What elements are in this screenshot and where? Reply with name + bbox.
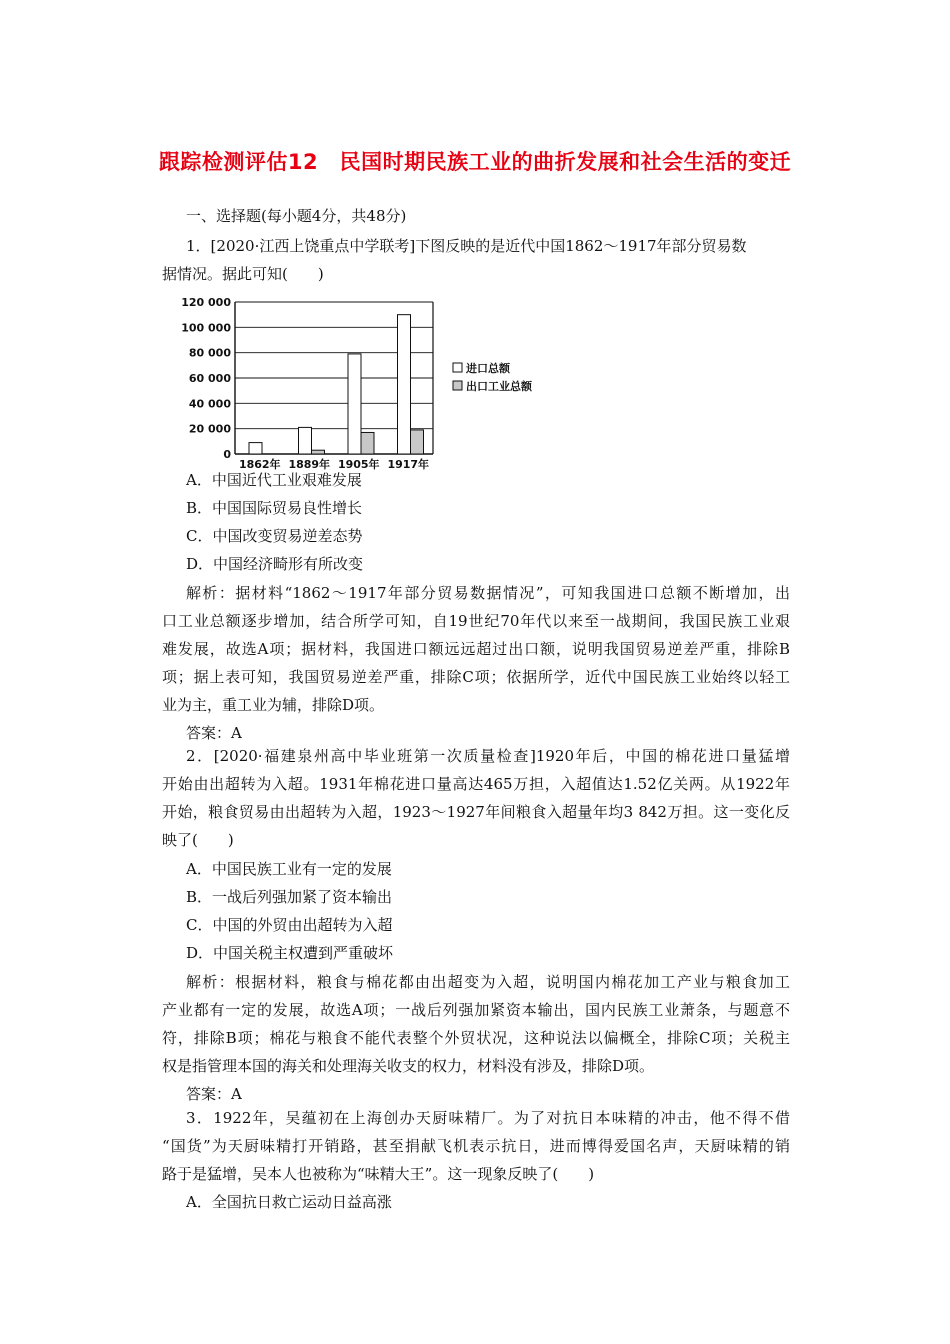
- q1-option-a: A．中国近代工业艰难发展: [186, 471, 362, 489]
- bar-export: [312, 450, 325, 454]
- y-tick-label: 20 000: [188, 422, 231, 436]
- q1-option-c: C．中国改变贸易逆差态势: [186, 527, 363, 545]
- q2-option-c: C．中国的外贸由出超转为入超: [186, 916, 393, 934]
- y-tick-label: 120 000: [181, 296, 231, 309]
- q2-answer: 答案：A: [186, 1085, 242, 1103]
- bar-import: [398, 315, 411, 454]
- y-tick-label: 0: [223, 448, 231, 461]
- q2-analysis-line-4: 权是指管理本国的海关和处理海关收支的权力，材料没有涉及，排除D项。: [162, 1057, 655, 1075]
- q2-analysis-line-3: 符，排除B项；棉花与粮食不能代表整个外贸状况，这种说法以偏概全，排除C项；关税主: [162, 1029, 790, 1047]
- q1-analysis-line-4: 项；据上表可知，我国贸易逆差严重，排除C项；依据所学，近代中国民族工业始终以轻工: [162, 668, 790, 686]
- q2-stem-line-3: 开始，粮食贸易由出超转为入超，1923～1927年间粮食入超量年均3 842万担。这一变化反: [162, 803, 790, 821]
- q1-answer: 答案：A: [186, 724, 242, 742]
- q3-stem-line-3: 路于是猛增，吴本人也被称为“味精大王”。这一现象反映了( ): [162, 1165, 595, 1183]
- q1-analysis-line-2: 口工业总额逐步增加，结合所学可知，自19世纪70年代以来至一战期间，我国民族工业艰: [162, 612, 790, 630]
- y-tick-label: 40 000: [188, 397, 231, 411]
- x-tick-label: 1889年: [288, 458, 331, 471]
- q2-stem-line-1: 2．[2020·福建泉州高中毕业班第一次质量检查]1920年后，中国的棉花进口量猛增: [186, 747, 790, 765]
- q1-analysis-line-5: 业为主，重工业为辅，排除D项。: [162, 696, 385, 714]
- q2-analysis-line-1: 解析：根据材料，粮食与棉花都由出超变为入超，说明国内棉花加工产业与粮食加工: [186, 973, 790, 991]
- q2-option-d: D．中国关税主权遭到严重破坏: [186, 944, 394, 962]
- section-heading: 一、选择题(每小题4分，共48分): [186, 207, 407, 225]
- bar-import: [348, 354, 361, 454]
- q3-option-a: A．全国抗日救亡运动日益高涨: [186, 1193, 392, 1211]
- bar-import: [299, 427, 312, 454]
- bar-export: [361, 432, 374, 454]
- q1-option-b: B．中国国际贸易良性增长: [186, 499, 363, 517]
- x-axis-labels: [239, 457, 429, 471]
- y-tick-label: 60 000: [188, 372, 231, 385]
- q2-option-b: B．一战后列强加紧了资本输出: [186, 888, 393, 906]
- q2-stem-line-2: 开始由出超转为入超。1931年棉花进口量高达465万担，入超值达1.52亿关两。从1922年: [162, 775, 790, 793]
- legend-label-import: 进口总额: [466, 362, 510, 375]
- q1-analysis-line-1: 解析：据材料“1862～1917年部分贸易数据情况”，可知我国进口总额不断增加，出: [186, 584, 790, 602]
- x-tick-label: 1917年: [387, 458, 430, 471]
- y-tick-label: 80 000: [188, 346, 231, 360]
- chart-bars: [249, 315, 424, 454]
- q1-option-d: D．中国经济畸形有所改变: [186, 555, 364, 573]
- x-tick-label: 1862年: [238, 458, 281, 471]
- bar-export: [411, 430, 424, 454]
- q1-stem-line-2: 据情况。据此可知( ): [162, 265, 324, 283]
- y-tick-label: 100 000: [181, 321, 231, 335]
- q3-stem-line-1: 3．1922年，吴蕴初在上海创办天厨味精厂。为了对抗日本味精的冲击，他不得不借: [186, 1109, 790, 1127]
- legend-swatch-export: [453, 381, 462, 390]
- legend-label-export: 出口工业总额: [466, 380, 532, 393]
- bar-import: [249, 443, 262, 454]
- y-axis-ticks: [181, 296, 231, 461]
- q2-option-a: A．中国民族工业有一定的发展: [186, 860, 392, 878]
- x-tick-label: 1905年: [337, 458, 380, 471]
- q1-stem-line-1: 1．[2020·江西上饶重点中学联考]下图反映的是近代中国1862～1917年部分贸易数: [186, 237, 747, 255]
- legend-swatch-import: [453, 363, 462, 372]
- q2-analysis-line-2: 产业都有一定的发展，故选A项；一战后列强加紧资本输出，国内民族工业萧条，与题意不: [162, 1001, 790, 1019]
- q1-analysis-line-3: 难发展，故选A项；据材料，我国进口额远远超过出口额，说明我国贸易逆差严重，排除B: [162, 640, 790, 658]
- chart-legend: [453, 361, 533, 393]
- q3-stem-line-2: “国货”为天厨味精打开销路，甚至捐献飞机表示抗日，进而博得爱国名声，天厨味精的销: [162, 1137, 790, 1155]
- page-title: 跟踪检测评估12 民国时期民族工业的曲折发展和社会生活的变迁: [158, 150, 792, 174]
- trade-bar-chart: [170, 292, 570, 472]
- q2-stem-line-4: 映了( ): [162, 831, 234, 849]
